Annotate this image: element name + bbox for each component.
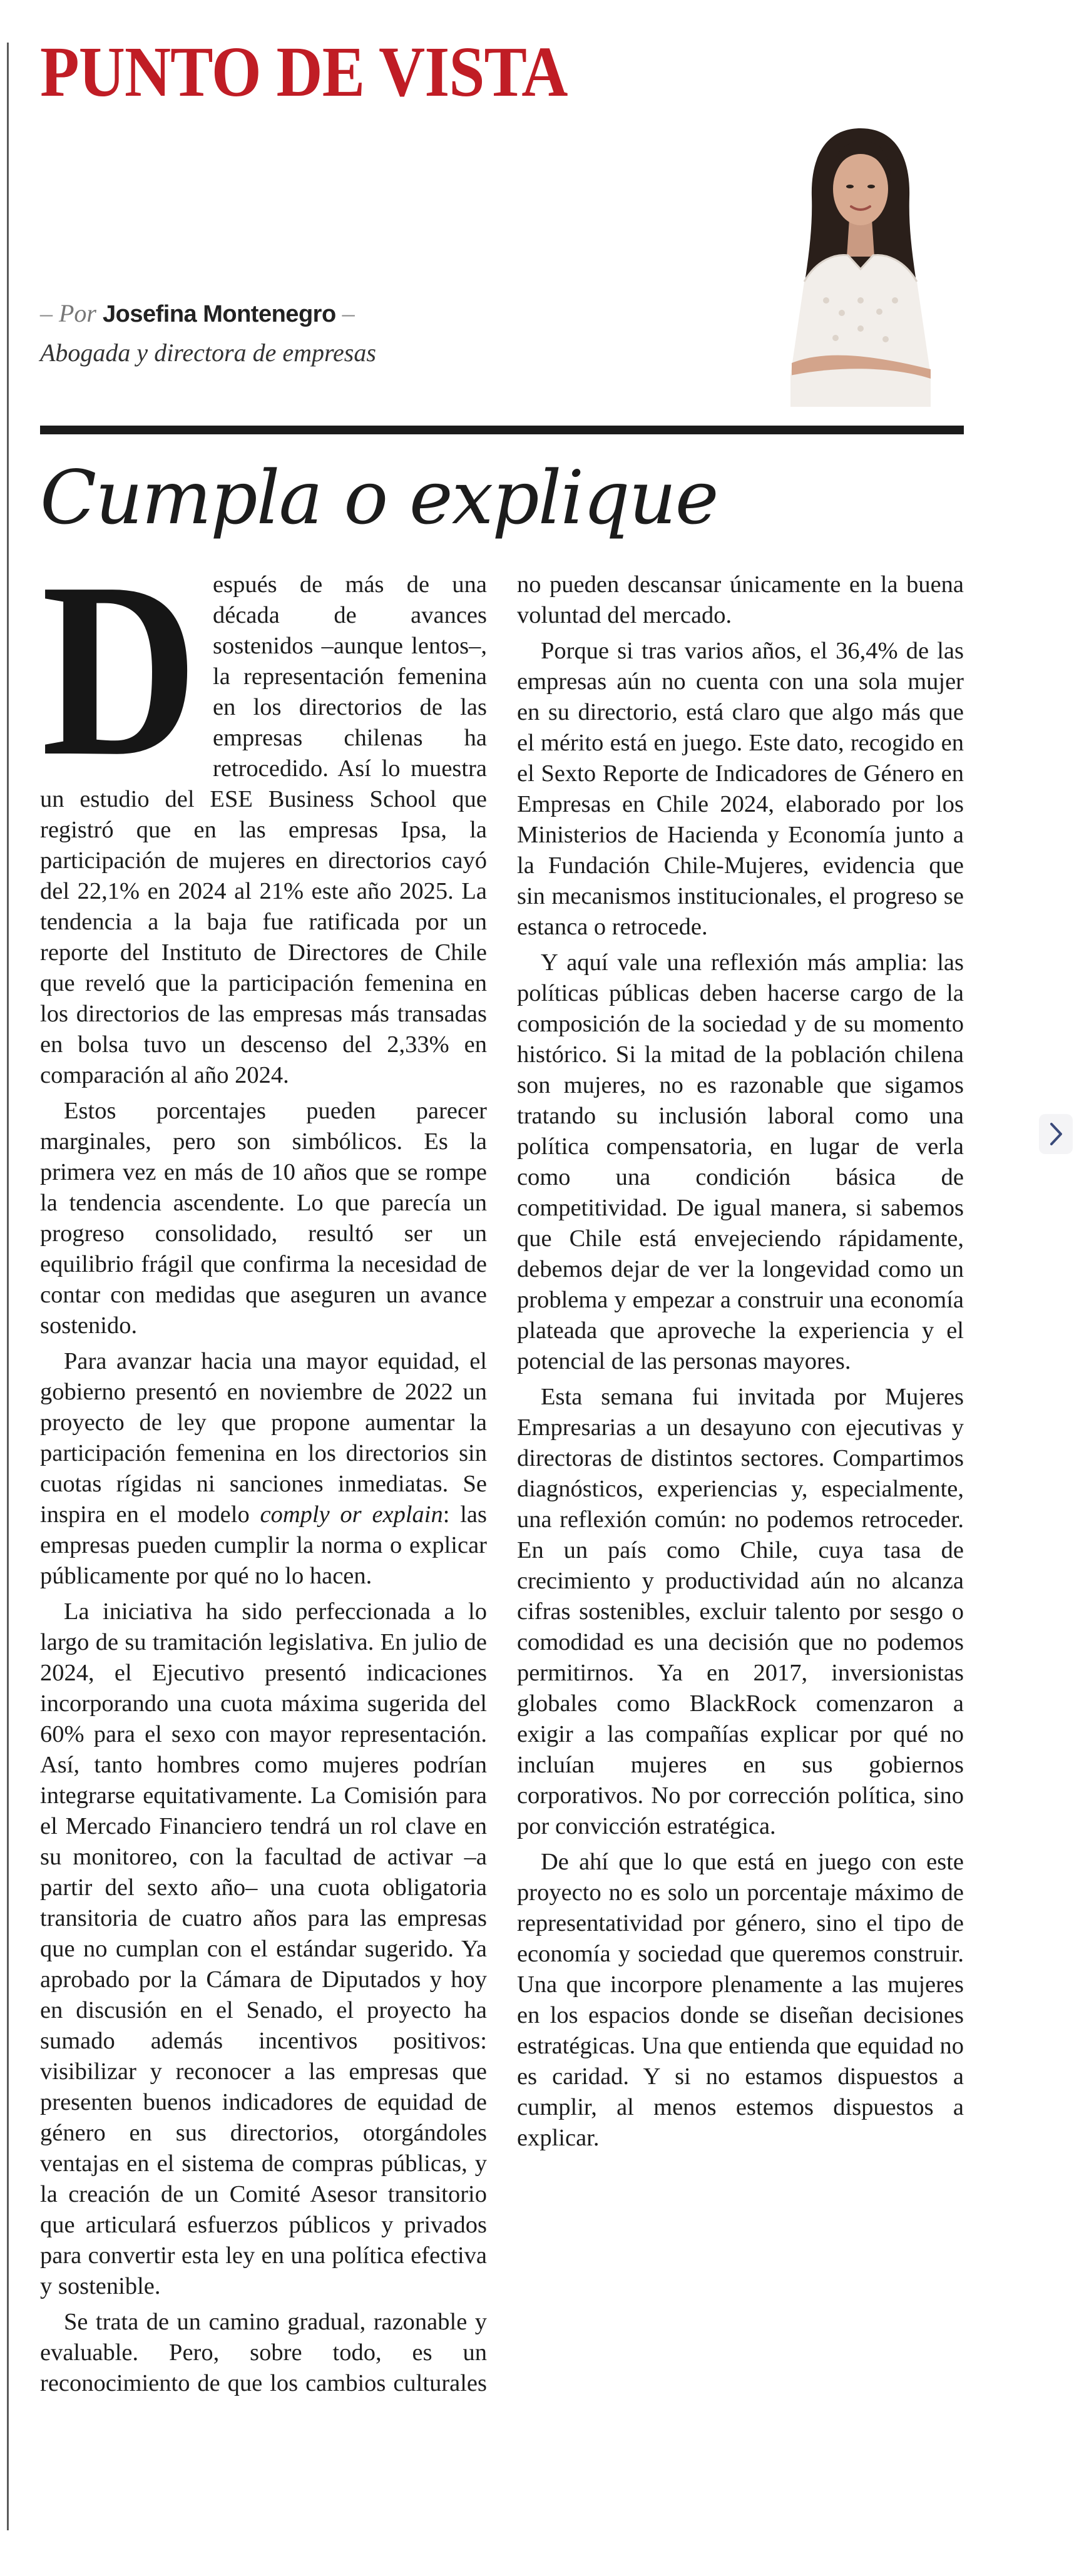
article-paragraph-8: Esta semana fui invitada por Mujeres Empresarias a un desayuno con ejecutivas y directoras de distintos sectores. Compartimos diagnósticos, experiencias y, especialmente, una reflexión común: no podemos retroceder. En un país como Chile, cuya tasa de crecimiento y productividad aún no alcanza cifras sostenibles, excluir talento por sesgo o comodidad es una decisión que no podemos permitirnos. Ya en 2017, inversionistas globales como BlackRock comenzaron a exigir a las compañías explicar por qué no incluían mujeres en sus gobiernos corporativos. No por corrección política, sino por convicción estratégica. [517,1384,964,1839]
header-rule [40,426,964,434]
section-title: PUNTO DE VISTA [40,32,568,111]
article-paragraph-4: La iniciativa ha sido perfeccionada a lo largo de su tramitación legislativa. En julio de 2024, el Ejecutivo presentó indicaciones incorporando una cuota máxima sugerida del 60% para el sexo con mayor representación. Así, tanto hombres como mujeres podrían integrarse equitativamente. La Comisión para el Mercado Financiero tendrá un rol clave en su monitoreo, con la facultad de activar –a partir del sexto año– una cuota obligatoria transitoria de cuatro años para las empresas que no cumplan con el estándar sugerido. Ya aprobado por la Cámara de Diputados y hoy en discusión en el Senado, el proyecto ha sumado además incentivos positivos: visibilizar y reconocer a las empresas que presenten buenos indicadores de equidad de género en sus directorios, otorgándoles ventajas en el sistema de compras públicas, y la creación de un Comité Asesor transitorio que articulará esfuerzos públicos y privados para convertir esta ley en una política efectiva y sostenible. [40,1598,487,2299]
article-paragraph-9: De ahí que lo que está en juego con este proyecto no es solo un porcentaje máximo de representatividad por género, sino el tipo de economía y sociedad que queremos construir. Una que incorpore plenamente a las mujeres en los espacios donde se diseñan decisiones estratégicas. Una que entienda que equidad no es caridad. Y si no estamos dispuestos a cumplir, al menos estemos dispuestos a explicar. [517,1849,964,2151]
byline-by: Por [59,299,103,327]
author-name: Josefina Montenegro [103,301,336,327]
article-headline: Cumpla o explique [40,454,718,541]
article-paragraph-7: Y aquí vale una reflexión más amplia: las políticas públicas deben hacerse cargo de la composición de la sociedad y de su momento histórico. Si la mitad de la población chilena son mujeres, no es razonable que sigamos tratando su inclusión laboral como una política compensatoria, en lugar de verla como una condición básica de competitividad. De igual manera, si sabemos que Chile está envejeciendo rápidamente, debemos dejar de ver la longevidad como un problema y empezar a construir una economía plateada que aproveche la experiencia y el potencial de las personas mayores. [517,949,964,1374]
byline-lead-dash: – [40,299,59,327]
chevron-right-icon [1046,1120,1065,1148]
article-paragraph-1-text: espués de más de una década de avances sostenidos –aunque lentos–, la representación femenina en los directorios de las empresas chilenas ha retrocedido. Así lo muestra un estudio del ESE Business School que registró que en las empresas Ipsa, la participación de mujeres en directorios cayó del 22,1% en 2024 al 21% este año 2025. La tendencia a la baja fue ratificada por un reporte del Instituto de Directores de Chile que reveló que la participación femenina en los directorios de las empresas más transadas en bolsa tuvo un descenso del 2,33% en comparación al año 2024. [40,571,487,1088]
article-paragraph-3 [40,1346,487,1592]
article-paragraph-5: Se trata de un camino gradual, razonable y evaluable. Pero, sobre todo, es un reconocimiento de que los cambios culturales no pueden descansar únicamente en la buena voluntad del mercado. [40,571,964,2396]
author-portrait-icon [767,113,954,426]
author-role: Abogada y directora de empresas [40,339,376,367]
article-paragraph-2: Estos porcentajes pueden parecer marginales, pero son simbólicos. Es la primera vez en más de 10 años que se rompe la tendencia ascendente. Lo que parecía un progreso consolidado, resultó ser un equilibrio frágil que confirma la necesidad de contar con medidas que aseguren un avance sostenido. [40,1098,487,1339]
drop-cap [40,573,199,767]
left-margin-rule [7,43,9,2530]
article-paragraph-3-b: : las empresas pueden cumplir la norma o explicar públicamente por qué no lo hacen. [40,1501,488,1589]
byline-author-line [40,294,376,334]
drop-cap-letter: D [41,573,198,767]
article-paragraph-3-emphasis: comply or explain [260,1501,443,1528]
article-paragraph-3-a: Para avanzar hacia una mayor equidad, el gobierno presentó en noviembre de 2022 un proyecto de ley que propone aumentar la participación femenina en los directorios sin cuotas rígidas ni sanciones inmediatas. Se inspira en el modelo [40,1348,487,1528]
article-body [40,570,964,2460]
next-page-button[interactable] [1039,1114,1073,1154]
author-portrait [767,113,954,426]
byline-trail-dash: – [335,299,355,327]
article-paragraph-1 [40,570,487,1091]
byline [40,294,376,372]
article-paragraph-6: Porque si tras varios años, el 36,4% de las empresas aún no cuenta con una sola mujer en su directorio, está claro que algo más que el mérito está en juego. Este dato, recogido en el Sexto Reporte de Indicadores de Género en Empresas en Chile 2024, elaborado por los Ministerios de Hacienda y Economía junto a la Fundación Chile-Mujeres, evidencia que sin mecanismos institucionales, el progreso se estanca o retrocede. [517,638,964,940]
